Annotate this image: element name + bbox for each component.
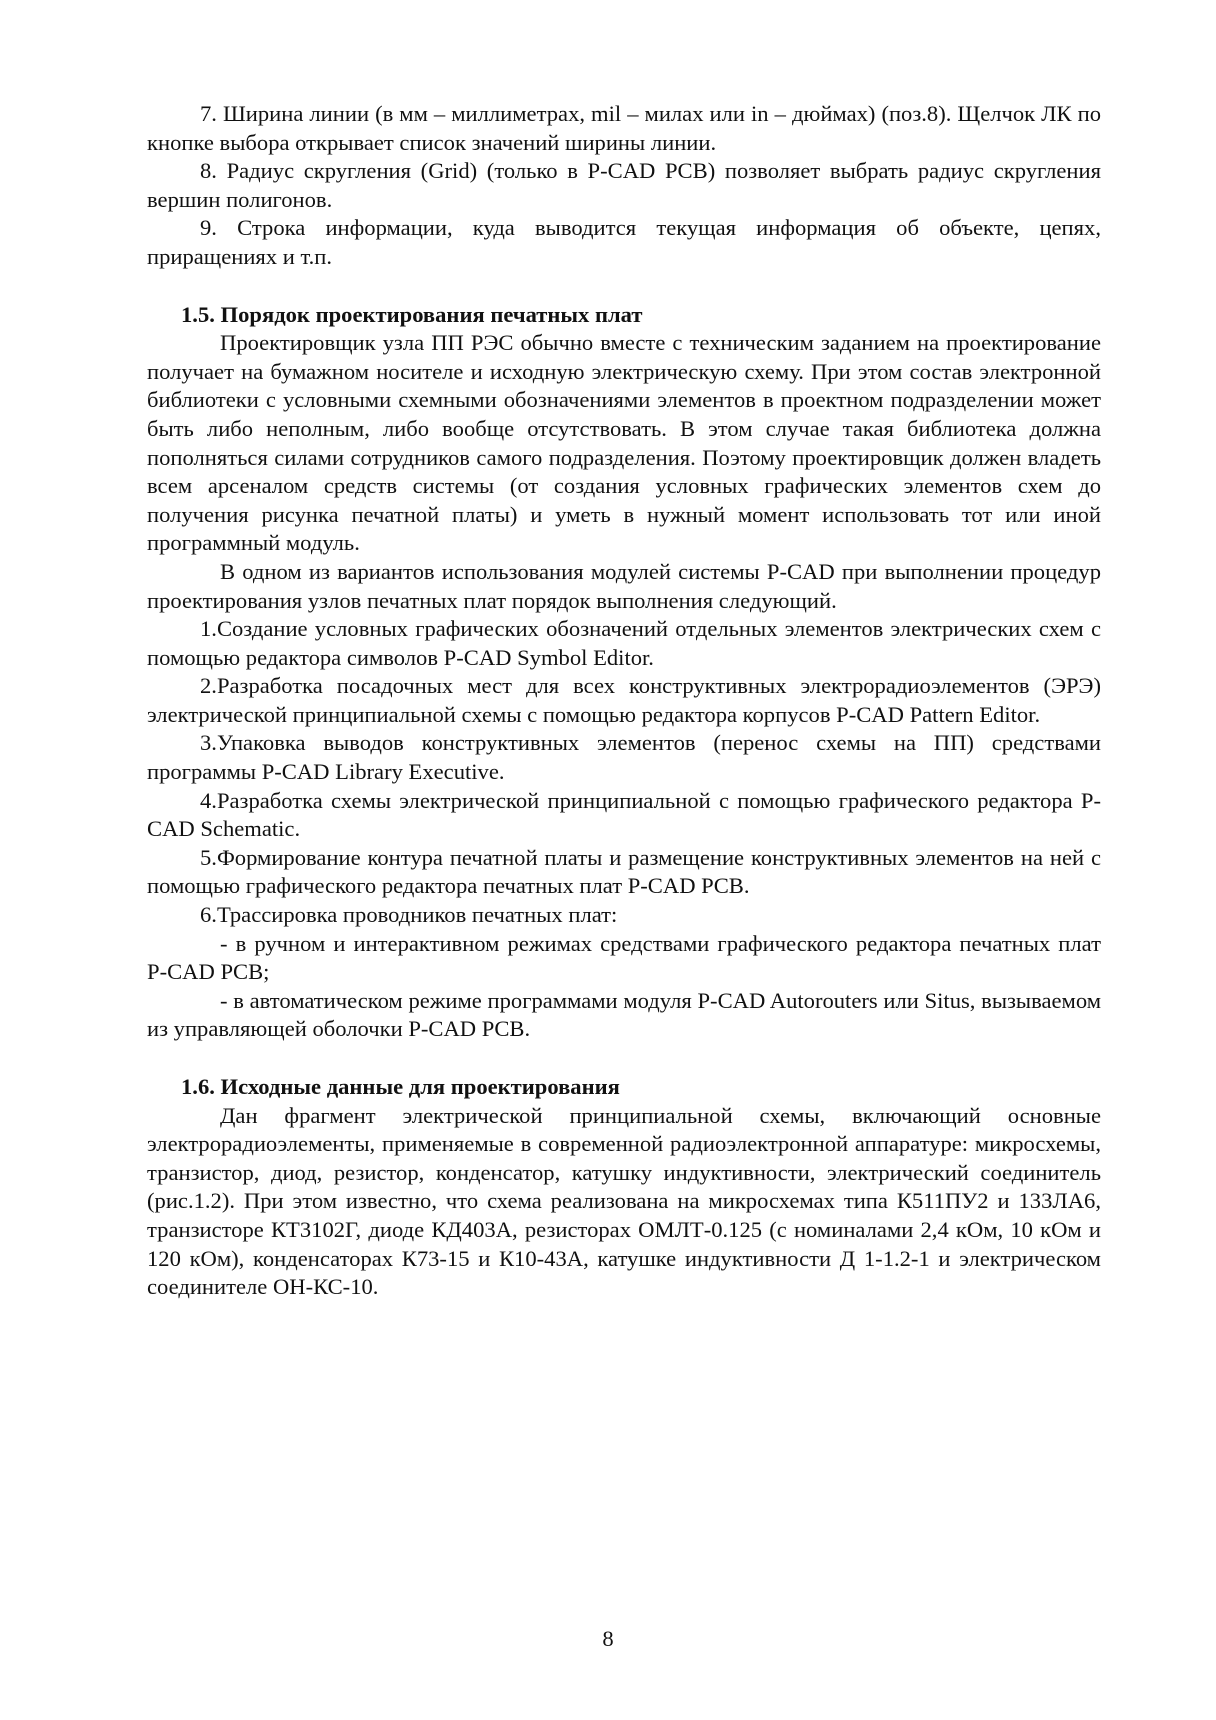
sub-item: - в автоматическом режиме программами модуля P-CAD Autorouters или Situs, вызываемом из управляющей оболочки P-CAD PCB. — [147, 987, 1101, 1042]
step-item: 2.Разработка посадочных мест для всех конструктивных электрорадиоэлементов (ЭРЭ) электрической принципиальной схемы с помощью редактора корпусов P-CAD Pattern Editor. — [147, 673, 1101, 727]
step-item: 4.Разработка схемы электрической принципиальной с помощью графического редактора P-CAD Schematic. — [147, 787, 1101, 842]
list-item: 9. Строка информации, куда выводится текущая информация об объекте, цепях, приращениях и т.п. — [147, 215, 1101, 269]
list-item: 8. Радиус скругления (Grid) (только в P-CAD PCB) позволяет выбрать радиус скругления вершин полигонов. — [147, 158, 1101, 212]
section-heading-1-5: 1.5. Порядок проектирования печатных плат — [181, 301, 643, 327]
list-item: 7. Ширина линии (в мм – миллиметрах, mil – милах или in – дюймах) (поз.8). Щелчок ЛК по кнопке выбора открывает список значений ширины линии. — [147, 101, 1101, 155]
document-page — [147, 100, 1101, 1302]
page-number: 8 — [602, 1626, 614, 1651]
paragraph: Дан фрагмент электрической принципиальной схемы, включающий основные электрорадиоэлементы, применяемые в современной радиоэлектронной аппаратуре: микросхемы, транзистор, диод, резистор, конденсатор, катушку индуктивности, электрический соединитель (рис.1.2). При этом известно, что схема реализована на микросхемах типа К511ПУ2 и 133ЛА6, транзисторе КТ3102Г, диоде КД403А, резисторах ОМЛТ-0.125 (с номиналами 2,4 кОм, 10 кОм и 120 кОм), конденсаторах К73-15 и К10-43А, катушке индуктивности Д 1-1.2-1 и электрическом соединителе ОН-КС-10. — [147, 1102, 1101, 1300]
paragraph: В одном из вариантов использования модулей системы P-CAD при выполнении процедур проектирования узлов печатных плат порядок выполнения следующий. — [147, 558, 1101, 613]
step-item: 6.Трассировка проводников печатных плат: — [200, 902, 618, 928]
section-heading-1-6: 1.6. Исходные данные для проектирования — [181, 1074, 620, 1099]
step-item: 1.Создание условных графических обозначений отдельных элементов электрических схем с помощью редактора символов P-CAD Symbol Editor. — [147, 616, 1101, 670]
section-spacer — [147, 1044, 1101, 1073]
step-item: 3.Упаковка выводов конструктивных элементов (перенос схемы на ПП) средствами программы P-CAD Library Executive. — [147, 730, 1101, 785]
step-item: 5.Формирование контура печатной платы и размещение конструктивных элементов на ней с помощью графического редактора печатных плат P-CAD PCB. — [147, 844, 1101, 899]
paragraph: Проектировщик узла ПП РЭС обычно вместе с техническим заданием на проектирование получает на бумажном носителе и исходную электрическую схему. При этом состав электронной библиотеки с условными схемными обозначениями элементов в проектном подразделении может быть либо неполным, либо вообще отсутствовать. В этом случае такая библиотека должна пополняться силами сотрудников самого подразделения. Поэтому проектировщик должен владеть всем арсеналом средств системы (от создания условных графических элементов схем до получения рисунка печатной платы) и уметь в нужный момент использовать тот или иной программный модуль. — [147, 330, 1101, 556]
sub-item: - в ручном и интерактивном режимах средствами графического редактора печатных плат P-CAD PCB; — [147, 930, 1101, 985]
section-spacer — [147, 272, 1101, 301]
